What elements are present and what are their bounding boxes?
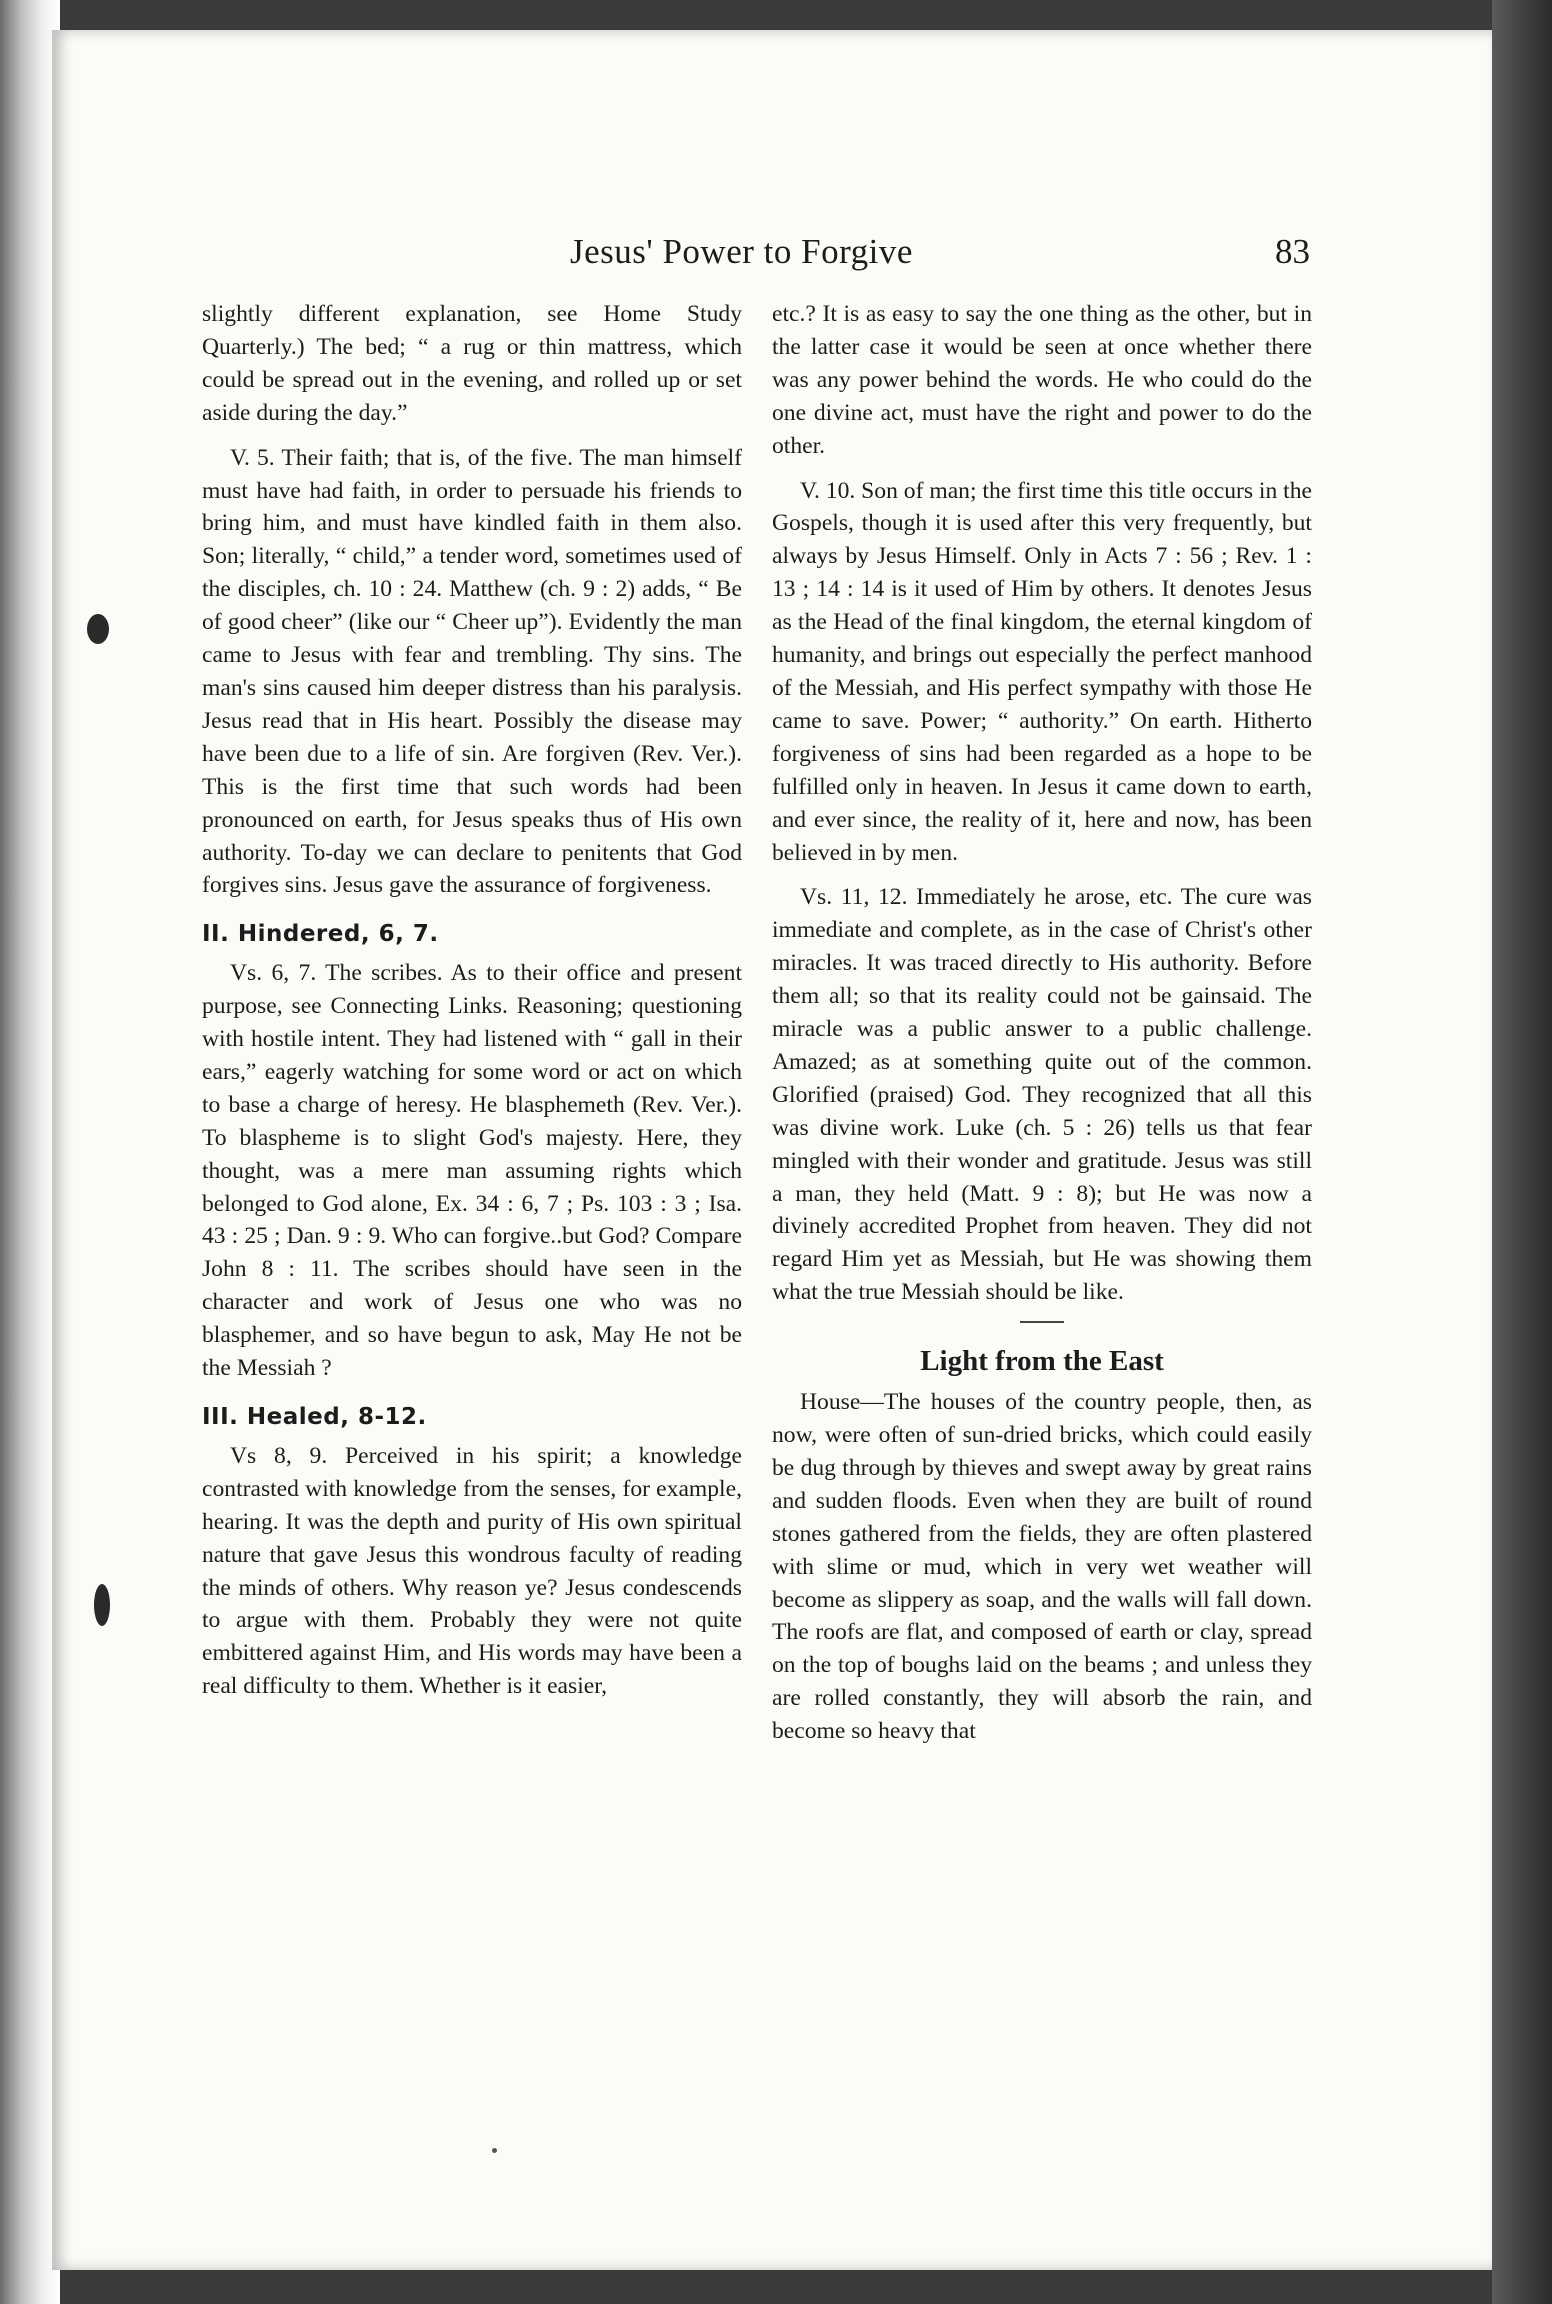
paragraph: Vs. 11, 12. Immediately he arose, etc. The cure was immediate and complete, as in the case of Christ's other miracles. It was traced directly to His authority. Before them all; so that its reality could not be gainsaid. The miracle was a public answer to a public challenge. Amazed; as at something quite out of the common. Glorified (praised) God. They recognized that all this was divine work. Luke (ch. 5 : 26) tells us that fear mingled with their wonder and gratitude. Jesus was still a man, they held (Matt. 9 : 8); but He was now a divinely accredited Prophet from heaven. They did not regard Him yet as Messiah, but He was showing them what the true Messiah should be like. <box>772 884 1312 1306</box>
paragraph: slightly different explanation, see Home Study Quarterly.) The bed; “ a rug or thin mattress, which could be spread out in the evening, and rolled up or set aside during the day.” <box>202 301 742 426</box>
section-heading: II. Hindered, 6, 7. <box>202 921 439 948</box>
section-heading: III. Healed, 8-12. <box>202 1404 427 1430</box>
paragraph: V. 10. Son of man; the first time this title occurs in the Gospels, though it is used after this very frequently, but always by Jesus Himself. Only in Acts 7 : 56 ; Rev. 1 : 13 ; 14 : 14 is it used of Him by others. It denotes Jesus as the Head of the final kingdom, the eternal kingdom of humanity, and brings out especially the perfect manhood of the Messiah, and His perfect sympathy with those He came to save. Power; “ authority.” On earth. Hitherto forgiveness of sins had been regarded as a hope to be fulfilled only in heaven. In Jesus it came down to earth, and ever since, the reality of it, here and now, has been believed in by men. <box>772 477 1313 866</box>
section-title: Light from the East <box>920 1345 1164 1378</box>
binding-hole <box>87 614 109 644</box>
paragraph: House—The houses of the country people, then, as now, were often of sun-dried bricks, which could easily be dug through by thieves and swept away by great rains and sudden floods. Even when they are built of round stones gathered from the fields, they are often plastered with slime or mud, which in very wet weather will become as slippery as soap, and the walls will fall down. The roofs are flat, and composed of earth or clay, spread on the top of boughs laid on the beams ; and unless they are rolled constantly, they will absorb the rain, and become so heavy that <box>772 1389 1312 1745</box>
paragraph: V. 5. Their faith; that is, of the five. The man himself must have had faith, in order to persuade his friends to bring him, and must have kindled faith in them also. Son; literally, “ child,” a tender word, sometimes used of the disciples, ch. 10 : 24. Matthew (ch. 9 : 2) adds, “ Be of good cheer” (like our “ Cheer up”). Evidently the man came to Jesus with fear and trembling. Thy sins. The man's sins caused him deeper distress than his paralysis. Jesus read that in His heart. Possibly the disease may have been due to a life of sin. Are forgiven (Rev. Ver.). This is the first time that such words had been pronounced on earth, for Jesus speaks thus of His own authority. To-day we can declare to penitents that God forgives sins. Jesus gave the assurance of forgiveness. <box>202 444 742 899</box>
page-title: Jesus' Power to Forgive <box>570 232 913 271</box>
book-page-edges <box>1492 0 1552 2304</box>
paragraph: Vs. 6, 7. The scribes. As to their office and present purpose, see Connecting Links. Reasoning; questioning with hostile intent. They had listened with “ gall in their ears,” eagerly watching for some word or act on which to base a charge of heresy. He blasphemeth (Rev. Ver.). To blaspheme is to slight God's majesty. Here, they thought, was a mere man assuming rights which belonged to God alone, Ex. 34 : 6, 7 ; Ps. 103 : 3 ; Isa. 43 : 25 ; Dan. 9 : 9. Who can forgive..but God? Compare John 8 : 11. The scribes should have seen in the character and work of Jesus one who was no blasphemer, and so have begun to ask, May He not be the Messiah ? <box>202 960 742 1382</box>
left-column <box>202 298 742 1715</box>
page-number: 83 <box>1275 232 1310 271</box>
paragraph: etc.? It is as easy to say the one thing as the other, but in the latter case it would be seen at once whether there was any power behind the words. He who could do the one divine act, must have the right and power to do the other. <box>772 301 1312 459</box>
right-column <box>772 298 1312 1760</box>
binding-hole <box>94 1584 110 1626</box>
divider <box>1020 1321 1064 1323</box>
print-speck <box>492 2148 497 2153</box>
book-binding-shadow <box>0 0 60 2304</box>
paragraph: Vs 8, 9. Perceived in his spirit; a knowledge contrasted with knowledge from the senses, for example, hearing. It was the depth and purity of His own spiritual nature that gave Jesus this wondrous faculty of reading the minds of others. Why reason ye? Jesus condescends to argue with them. Probably they were not quite embittered against Him, and His words may have been a real difficulty to them. Whether is it easier, <box>202 1442 742 1700</box>
running-head <box>200 232 1310 282</box>
